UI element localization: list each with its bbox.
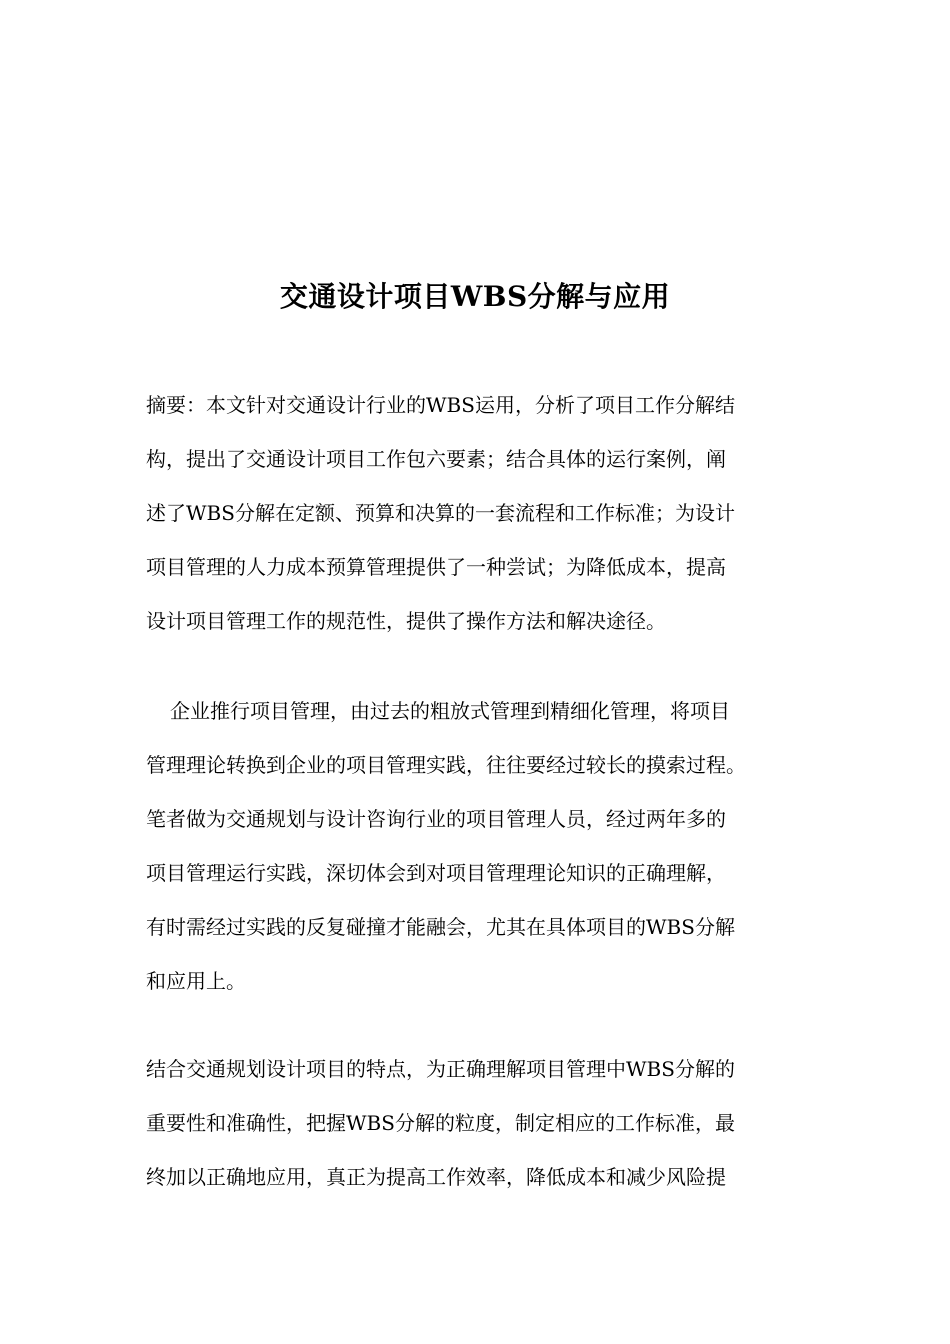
paragraph-line: 项目管理的人力成本预算管理提供了一种尝试；为降低成本，提高: [146, 555, 726, 579]
paragraph-line: 有时需经过实践的反复碰撞才能融会，尤其在具体项目的WBS分解: [146, 915, 735, 939]
body-paragraph-2: [146, 1042, 811, 1204]
abstract-paragraph: [146, 378, 811, 648]
paragraph-line: 管理理论转换到企业的项目管理实践，往往要经过较长的摸索过程。: [146, 753, 746, 777]
paragraph-line: 述了WBS分解在定额、预算和决算的一套流程和工作标准；为设计: [146, 501, 735, 525]
paragraph-line: 笔者做为交通规划与设计咨询行业的项目管理人员，经过两年多的: [146, 807, 726, 831]
paragraph-line: 企业推行项目管理，由过去的粗放式管理到精细化管理，将项目: [170, 699, 730, 723]
paragraph-line: 终加以正确地应用，真正为提高工作效率，降低成本和减少风险提: [146, 1165, 726, 1189]
paragraph-line: 结合交通规划设计项目的特点，为正确理解项目管理中WBS分解的: [146, 1057, 735, 1081]
body-paragraph-1: [146, 684, 811, 1008]
paragraph-line: 和应用上。: [146, 969, 246, 993]
document-title: 交通设计项目WBS分解与应用: [279, 280, 671, 313]
paragraph-line: 重要性和准确性，把握WBS分解的粒度，制定相应的工作标准，最: [146, 1111, 735, 1135]
paragraph-line: 摘要：本文针对交通设计行业的WBS运用，分析了项目工作分解结: [146, 393, 735, 417]
paragraph-line: 构，提出了交通设计项目工作包六要素；结合具体的运行案例，阐: [146, 447, 726, 471]
paragraph-line: 项目管理运行实践，深切体会到对项目管理理论知识的正确理解，: [146, 861, 726, 885]
paragraph-line: 设计项目管理工作的规范性，提供了操作方法和解决途径。: [146, 609, 666, 633]
